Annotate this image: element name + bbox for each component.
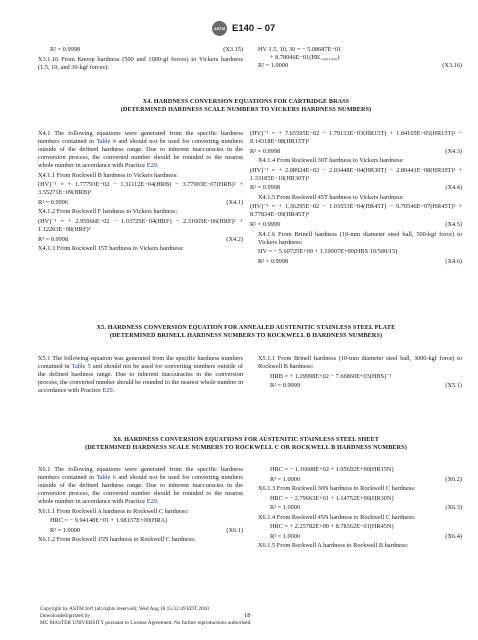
section-subheading: (DETERMINED BRINELL HARDNESS NUMBERS TO ROCKWELL B HARDNESS NUMBERS) [109,332,383,340]
equation-text: R² = 1.0000 [50,526,81,534]
equation-text: R² = 1.0000 [258,62,289,70]
equation-x3-15 [30,46,243,54]
equation-x6-4-r2 [250,533,462,541]
equation-text: R² = 1.0000 [270,504,301,512]
footer-license: MC MASTER UNIVERSITY pursuant to License Agreement. No further reproductions authorized. [40,620,252,627]
equation-text: R² = 0.9996 [38,198,69,206]
x6-right-column [250,466,462,552]
equation-x4-4: (HV)⁻¹ = + 2.08924E−02 − 2.03448E−04(HR30T) − 2.80441E−08(HR30T)² + 1.33185E−10(HR30T)³ [250,166,462,182]
equation-x6-2: HRC = − 1.16608E+02 + 1.95692E+00(HR15N) [270,466,394,473]
footer-downloaded: Downloaded/printed by [40,613,91,620]
section-subheading: (DETERMINED HARDNESS SCALE NUMBERS TO ROCKWELL C OR ROCKWELL B HARDNESS NUMBERS) [85,444,407,452]
table-4-link[interactable]: Table 4 [96,138,116,146]
equation-x6-1: HRC = − 9.94148E+01 + 1.98137E+00(HRA) [50,517,168,525]
equation-number: (X6.4) [445,532,462,540]
x4-left-column [30,130,243,255]
equation-text: R² = 1.0000 [270,532,301,540]
equation-x3-16 [250,62,462,70]
x5-right-column [250,355,462,392]
subsection-x4-1-4: X4.1.4 From Rockwell 30T hardness to Vickers hardness: [258,157,404,165]
equation-number: (X6.3) [445,504,462,512]
equation-x4-6-r2 [250,258,462,266]
top-right-column [250,46,462,72]
equation-x6-2-r2 [250,476,462,484]
paragraph-x3-1-16: X3.1.16 From Knoop hardness (500 and 1000-gf forces) to Vickers hardness (1.5, 10, and 30-kgf forces): [38,55,243,71]
subsection-x4-1-2: X4.1.2 From Rockwell F hardness to Vickers hardness: [38,208,178,216]
equation-x5-1: HRB = + 1.29998E+02 − 7.66860E+03(HBS)⁻¹ [270,372,392,380]
equation-number: (X6.1) [226,526,243,534]
equation-x4-4-r2 [250,184,462,192]
table-5-link[interactable]: Table 5 [71,363,91,371]
equation-number: (X3.15) [223,46,243,53]
x5-left-column [30,355,243,397]
table-6-link[interactable]: Table 6 [96,474,116,482]
top-left-column [30,46,243,73]
section-title-x4 [30,98,462,114]
equation-x6-3: HRC = − 2.79663E+01 + 1.14752E+00(HR30N) [270,494,394,502]
subsection-x4-1-1: X4.1.1 From Rockwell B hardness to Vickers hardness: [38,171,178,179]
paragraph-x5-1: X5.1 The following equation was generated from the specific hardness numbers contained in Table 5 and should not be used for converting numbers outside of the defined hardness range. Due to inherent inaccuracies in the conversion process, the converted number should be rounded to the nearest whole number in accordance with Practice E29. [38,355,243,395]
paragraph-x6-1: X6.1 The following equations were generated from the specific hardness numbers contained in Table 6 and should not be used for converting numbers outside of the defined hardness range. Due to inherent inaccuracies in the conversion process, the converted number should be rounded to the nearest whole number in accordance with Practice E29. [38,466,243,506]
equation-line: + 8.78046E−01(HK₅₀₀,₁₀₀₀) [270,54,340,62]
equation-x4-2-r2 [30,236,243,244]
section-heading: X6. HARDNESS CONVERSION EQUATIONS FOR AUSTENITIC STAINLESS STEEL SHEET [113,436,379,443]
subsection-x6-1-1: X6.1.1 From Rockwell A hardness to Rockwell C hardness: [38,507,189,515]
equation-x6-1-r2 [30,527,243,535]
subsection-x6-1-2: X6.1.2 From Rockwell 15N hardness to Rockwell C hardness: [38,536,196,544]
equation-number: (X4.4) [445,184,462,192]
equation-text: R² = 0.9998 [50,46,81,53]
standard-designation: E140 – 07 [232,23,276,34]
equation-x4-5-r2 [250,221,462,229]
equation-x4-3: (HV)⁻¹ = + 7.65595E−02 − 1.79133E−03(HR15T) + 1.84105E−05(HR15T)² − 8.14318E−08(HR15T)³ [250,130,462,146]
equation-number: (X3.16) [442,62,462,70]
x4-right-column [250,130,462,267]
copyright-footer [40,606,440,627]
equation-text: R² = 0.9998 [250,147,281,155]
equation-x4-2: (HV)⁻¹ = + 2.95966E−02 − 1.03725E−04(HRF) − 2.31669E−06(HRF)² + 1.12203E−08(HRF)³ [38,217,243,234]
equation-line: HV 1.5, 10, 30 = − 5.08687E−01 [258,46,342,53]
equation-number: (X4.1) [226,198,243,206]
page-number: 18 [244,612,251,619]
equation-x4-6: HV = − 5.60725E+00 + 1.19007E+00(HBS 10/500/15) [258,248,398,256]
subsection-x4-1-6: X4.1.6 From Brinell hardness (10-mm diameter steel ball, 500-kgf force) to Vickers hardness: [258,230,462,246]
subsection-x5-1-1: X5.1.1 From Brinell hardness (10-mm diameter steel ball, 3000-kgf force) to Rockwell B hardness: [258,355,462,371]
equation-number: (X4.5) [445,220,462,228]
equation-text: R² = 0.9999 [250,220,281,228]
subsection-x6-1-4: X6.1.4 From Rockwell 45N hardness to Rockwell C hardness: [258,513,416,521]
equation-x4-3-r2 [250,148,462,156]
subsection-x4-1-5: X4.1.5 From Rockwell 45T hardness to Vickers hardness: [258,193,404,201]
equation-x5-1-r2 [250,382,462,390]
e29-link[interactable]: E29 [146,162,157,170]
equation-text: R² = 1.0000 [270,475,301,483]
equation-x4-1-r2 [30,199,243,207]
equation-number: (X4.6) [445,257,462,265]
equation-text: R² = 0.9998 [258,257,289,265]
subsection-x4-1-3: X4.1.3 From Rockwell 15T hardness to Vickers hardness: [38,245,184,253]
equation-number: (X4.3) [445,147,462,155]
footer-copyright: Copyright by ASTM Int'l (all rights reserved); Wed Aug 18 15:32:49 EDT 2010 [40,606,209,612]
equation-x4-5: (HV)⁻¹ = + 1.36295E−02 − 1.03553E−04(HR45T) − 9.70546E−07(HR45T)² + 8.77834E−09(HR45T)³ [250,203,462,219]
x6-left-column [30,466,243,546]
paragraph-x4-1: X4.1 The following equations were generated from the specific hardness numbers contained in Table 4 and should not be used for converting numbers outside of the defined hardness range. Due to inherent inaccuracies in the conversion process, the converted number should be rounded to the nearest whole number in accordance with Practice E29. [38,130,243,170]
equation-text: R² = 0.9998 [250,184,281,192]
equation-x6-3-r2 [250,504,462,512]
e29-link[interactable]: E29 [102,387,113,395]
equation-number: (X4.2) [226,235,243,243]
section-heading: X5. HARDNESS CONVERSION EQUATION FOR ANNEALED AUSTENITIC STAINLESS STEEL PLATE [96,324,396,331]
section-title-x5 [30,324,462,340]
equation-x4-1: (HV)⁻¹ = + 1.77793E−02 − 1.31112E−04(HRB) − 3.77903E−07(HRB)² + 3.55271E−09(HRB)³ [38,181,243,197]
equation-number: (X6.2) [445,475,462,483]
section-subheading: (DETERMINED HARDNESS SCALE NUMBERS TO VICKERS HARDNESS NUMBERS) [120,106,372,114]
astm-logo: ASTM [212,21,227,36]
equation-text: R² = 0.9998 [38,235,69,243]
subsection-x6-1-3: X6.1.3 From Rockwell 30N hardness to Rockwell C hardness: [258,485,416,493]
e29-link[interactable]: E29 [146,498,157,506]
subsection-x6-1-5: X6.1.5 From Rockwell A hardness to Rockwell B hardness: [258,542,409,550]
section-heading: X4. HARDNESS CONVERSION EQUATIONS FOR CARTRIDGE BRASS [142,98,350,105]
equation-x6-4: HRC = + 2.25782E+00 + 8.78362E−01(HR45N) [270,523,394,531]
equation-text: R² = 0.9999 [270,382,301,390]
section-title-x6 [30,436,462,452]
equation-number: (X5.1) [445,382,462,390]
